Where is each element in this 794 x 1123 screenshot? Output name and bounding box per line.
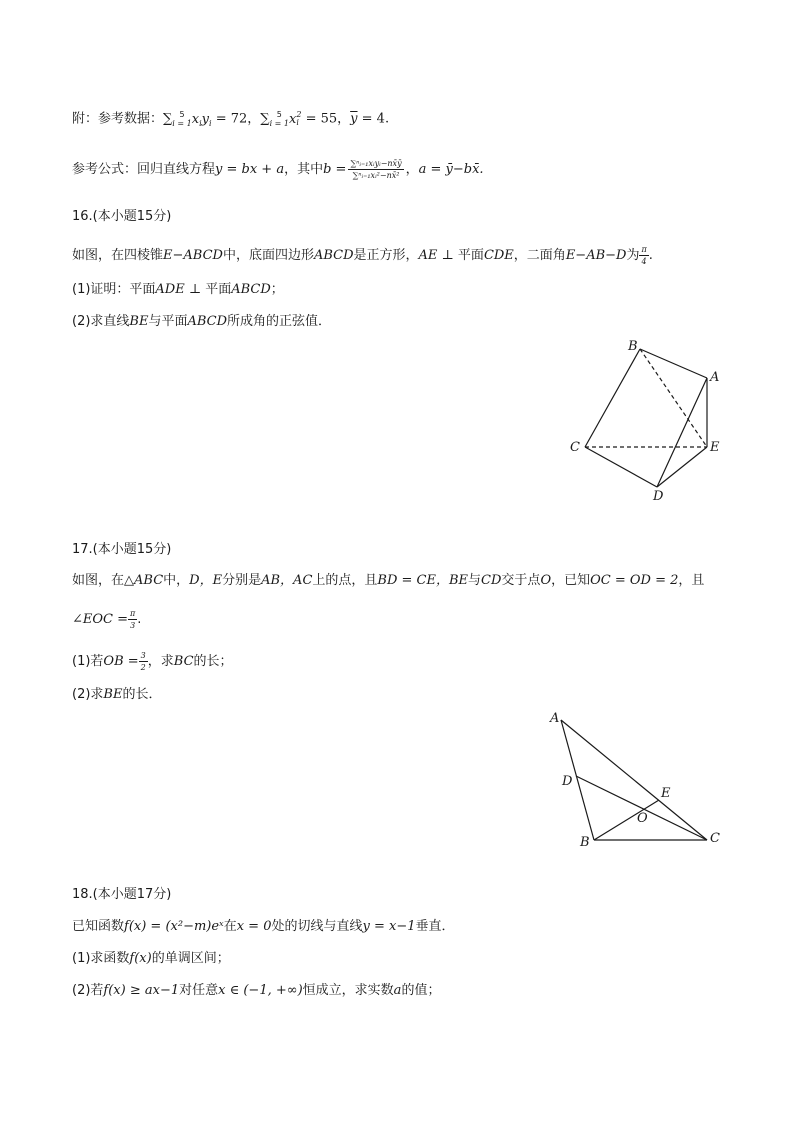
q18-part1-text-2: 的单调区间； (151, 951, 230, 966)
x-var: x (191, 111, 200, 127)
q18-part1 (72, 950, 230, 968)
label-c-17: C (710, 831, 720, 846)
label-c: C (570, 440, 580, 455)
b-hat: b = (323, 162, 347, 177)
q16-plane-cde: CDE (483, 248, 514, 263)
q18-part2-domain: x ∈ (−1, +∞) (218, 983, 303, 998)
sum-lower: i = 1 (172, 119, 192, 128)
q17-stem-text-6: 交于点 (501, 573, 541, 588)
q17-angle-num: π (130, 609, 136, 618)
x-var-2: x (289, 111, 297, 127)
q16-part1-plane-ade: ADE ⊥ (155, 282, 206, 297)
sum-upper-2: 5 (276, 110, 282, 119)
sum-symbol: ∑ (163, 111, 173, 127)
q17-part1-text-3: 的长； (193, 654, 233, 669)
reference-data-label: 附：参考数据： (72, 111, 164, 127)
q16-solid-name: E−ABCD (163, 248, 223, 263)
q17-part1-text-1: (1)若 (72, 654, 104, 669)
q18-part1-fx: f(x) (129, 951, 152, 966)
q16-part2-text-1: (2)求直线 (72, 314, 130, 329)
q18-stem (72, 918, 455, 936)
q16-frac-num: π (641, 245, 647, 254)
q18-stem-text-4: 垂直． (415, 919, 455, 934)
q17-line-cd: CD (481, 573, 502, 588)
q17-equal-segments: BD = CE，BE (377, 573, 469, 588)
sum-symbol-2: ∑ (260, 111, 270, 127)
q16-part1-text-3: ； (270, 282, 284, 297)
q17-stem-text-1: 如图，在 (72, 573, 125, 588)
q17-part1-text-2: ，求 (147, 654, 174, 669)
label-d: D (653, 489, 664, 504)
q18-stem-text-3: 处的切线与直线 (271, 919, 363, 934)
a-hat-equation: a = ȳ−bx̄. (418, 162, 484, 177)
q18-stem-text-1: 已知函数 (72, 919, 125, 934)
label-e-17: E (661, 786, 671, 801)
q17-sides: AB，AC (261, 573, 313, 588)
q16-stem-text-2: 中，底面四边形 (222, 248, 314, 263)
y-bar-value: = 4. (361, 111, 390, 127)
q16-frac-den: 4 (641, 257, 647, 266)
q16-header: 16.(本小题15分) (72, 209, 172, 224)
q16-part2-line-be: BE (129, 314, 149, 329)
q16-stem: 如图，在四棱锥E−ABCD中，底面四边形ABCD是正方形，AE ⊥ 平面CDE，二面角E−AB−D为 $\frac{\pi}{4}$ . (72, 245, 653, 266)
q18-part2 (72, 982, 440, 1000)
q16-base-name: ABCD (313, 248, 354, 263)
q16-part2-text-2: 与平面 (148, 314, 188, 329)
q16-stem-text-4: 平面 (457, 248, 484, 263)
q16-part1-plane-abcd: ABCD (231, 282, 271, 297)
q17-points-de: D，E (189, 573, 223, 588)
q18-part2-a: a (393, 983, 402, 998)
sum-lower-2: i = 1 (269, 119, 289, 128)
q17-stem-text-3: 分别是 (222, 573, 262, 588)
q18-part2-inequality: f(x) ≥ ax−1 (103, 983, 180, 998)
q17-part1-bc: BC (173, 654, 194, 669)
q17-angle-den: 3 (130, 621, 136, 630)
sum-upper: 5 (179, 110, 185, 119)
regression-equation: y = bx + a (215, 162, 285, 177)
q18-part2-text-4: 的值； (401, 983, 441, 998)
q16-part1-text-1: (1)证明：平面 (72, 282, 156, 297)
q17-part2-text-2: 的长． (122, 687, 162, 702)
q16-stem-text-5: ，二面角 (513, 248, 566, 263)
q17-stem-text-2: 中， (163, 573, 190, 588)
q18-function: f(x) = (x²−m)eˣ (124, 919, 224, 934)
q17-angle-eoc: ∠EOC = (72, 612, 129, 627)
q16-part2-text-3: 所成角的正弦值． (227, 314, 332, 329)
q18-part2-text-3: 恒成立，求实数 (302, 983, 394, 998)
q17-stem-text-8: ，且 (678, 573, 705, 588)
q16-part2-plane-abcd: ABCD (187, 314, 228, 329)
sum-x2-expr: x 2 i (289, 110, 302, 127)
q17-stem-text-7: ，已知 (551, 573, 591, 588)
q17-part1-ob: OB = (103, 654, 139, 669)
q16-stem-text-6: 为 (626, 248, 640, 263)
q18-part2-text-1: (2)若 (72, 983, 104, 998)
y-bar: $\overline{y}$ (350, 111, 358, 127)
q17-angle-line: ∠EOC = $\frac{\pi}{3}$ . (72, 609, 142, 630)
q17-header: 17.(本小题15分) (72, 542, 172, 557)
q17-point-o: O (540, 573, 552, 588)
b-hat-denominator: ∑ⁿᵢ₌₁xᵢ²−nx̄² (352, 171, 400, 180)
q18-line: y = x−1 (362, 919, 416, 934)
q16-dihedral-angle: E−AB−D (565, 248, 627, 263)
q16-part1-text-2: 平面 (205, 282, 232, 297)
sum-xy-expr: $x_iy_i$ (191, 111, 212, 128)
q17-oc-od: OC = OD = 2 (590, 573, 679, 588)
reference-formula-mid: ，其中 (284, 162, 324, 177)
q17-part1-num: 3 (140, 651, 146, 660)
q18-x-zero: x = 0 (236, 919, 272, 934)
reference-formula-line: 参考公式：回归直线方程y = bx + a，其中b = $\frac{\text{∑ⁿᵢ₌₁xᵢyᵢ−nx̄ȳ}}{\text{∑ⁿᵢ₌₁xᵢ²−nx̄²}}$ ，a = ȳ−bx̄. (72, 159, 484, 180)
q17-part2-text-1: (2)求 (72, 687, 104, 702)
reference-formula-label: 参考公式：回归直线方程 (72, 162, 216, 177)
label-e: E (710, 440, 720, 455)
q16-stem-text-1: 如图，在四棱锥 (72, 248, 164, 263)
label-d-17: D (562, 774, 573, 789)
segment-be (594, 800, 659, 840)
label-b-17: B (580, 835, 590, 850)
label-b: B (628, 339, 638, 354)
label-o-17: O (637, 811, 648, 826)
q18-stem-text-2: 在 (223, 919, 237, 934)
q17-triangle: △ABC (124, 573, 164, 588)
q17-part1-den: 2 (140, 663, 146, 672)
sum-xy-value: = 72， (215, 111, 261, 127)
q17-part2-be: BE (103, 687, 123, 702)
q17-stem-text-5: 与 (468, 573, 482, 588)
q18-part1-text-1: (1)求函数 (72, 951, 130, 966)
label-a: A (710, 370, 720, 385)
q18-header: 18.(本小题17分) (72, 887, 172, 902)
sum-x2-value: = 55， (305, 111, 351, 127)
q17-stem-text-4: 上的点，且 (312, 573, 378, 588)
q18-part2-text-2: 对任意 (179, 983, 219, 998)
b-hat-numerator: ∑ⁿᵢ₌₁xᵢyᵢ−nx̄ȳ (350, 159, 402, 168)
label-a-17: A (550, 711, 560, 726)
q16-ae-perp: AE ⊥ (418, 248, 458, 263)
q16-stem-text-3: 是正方形， (353, 248, 419, 263)
